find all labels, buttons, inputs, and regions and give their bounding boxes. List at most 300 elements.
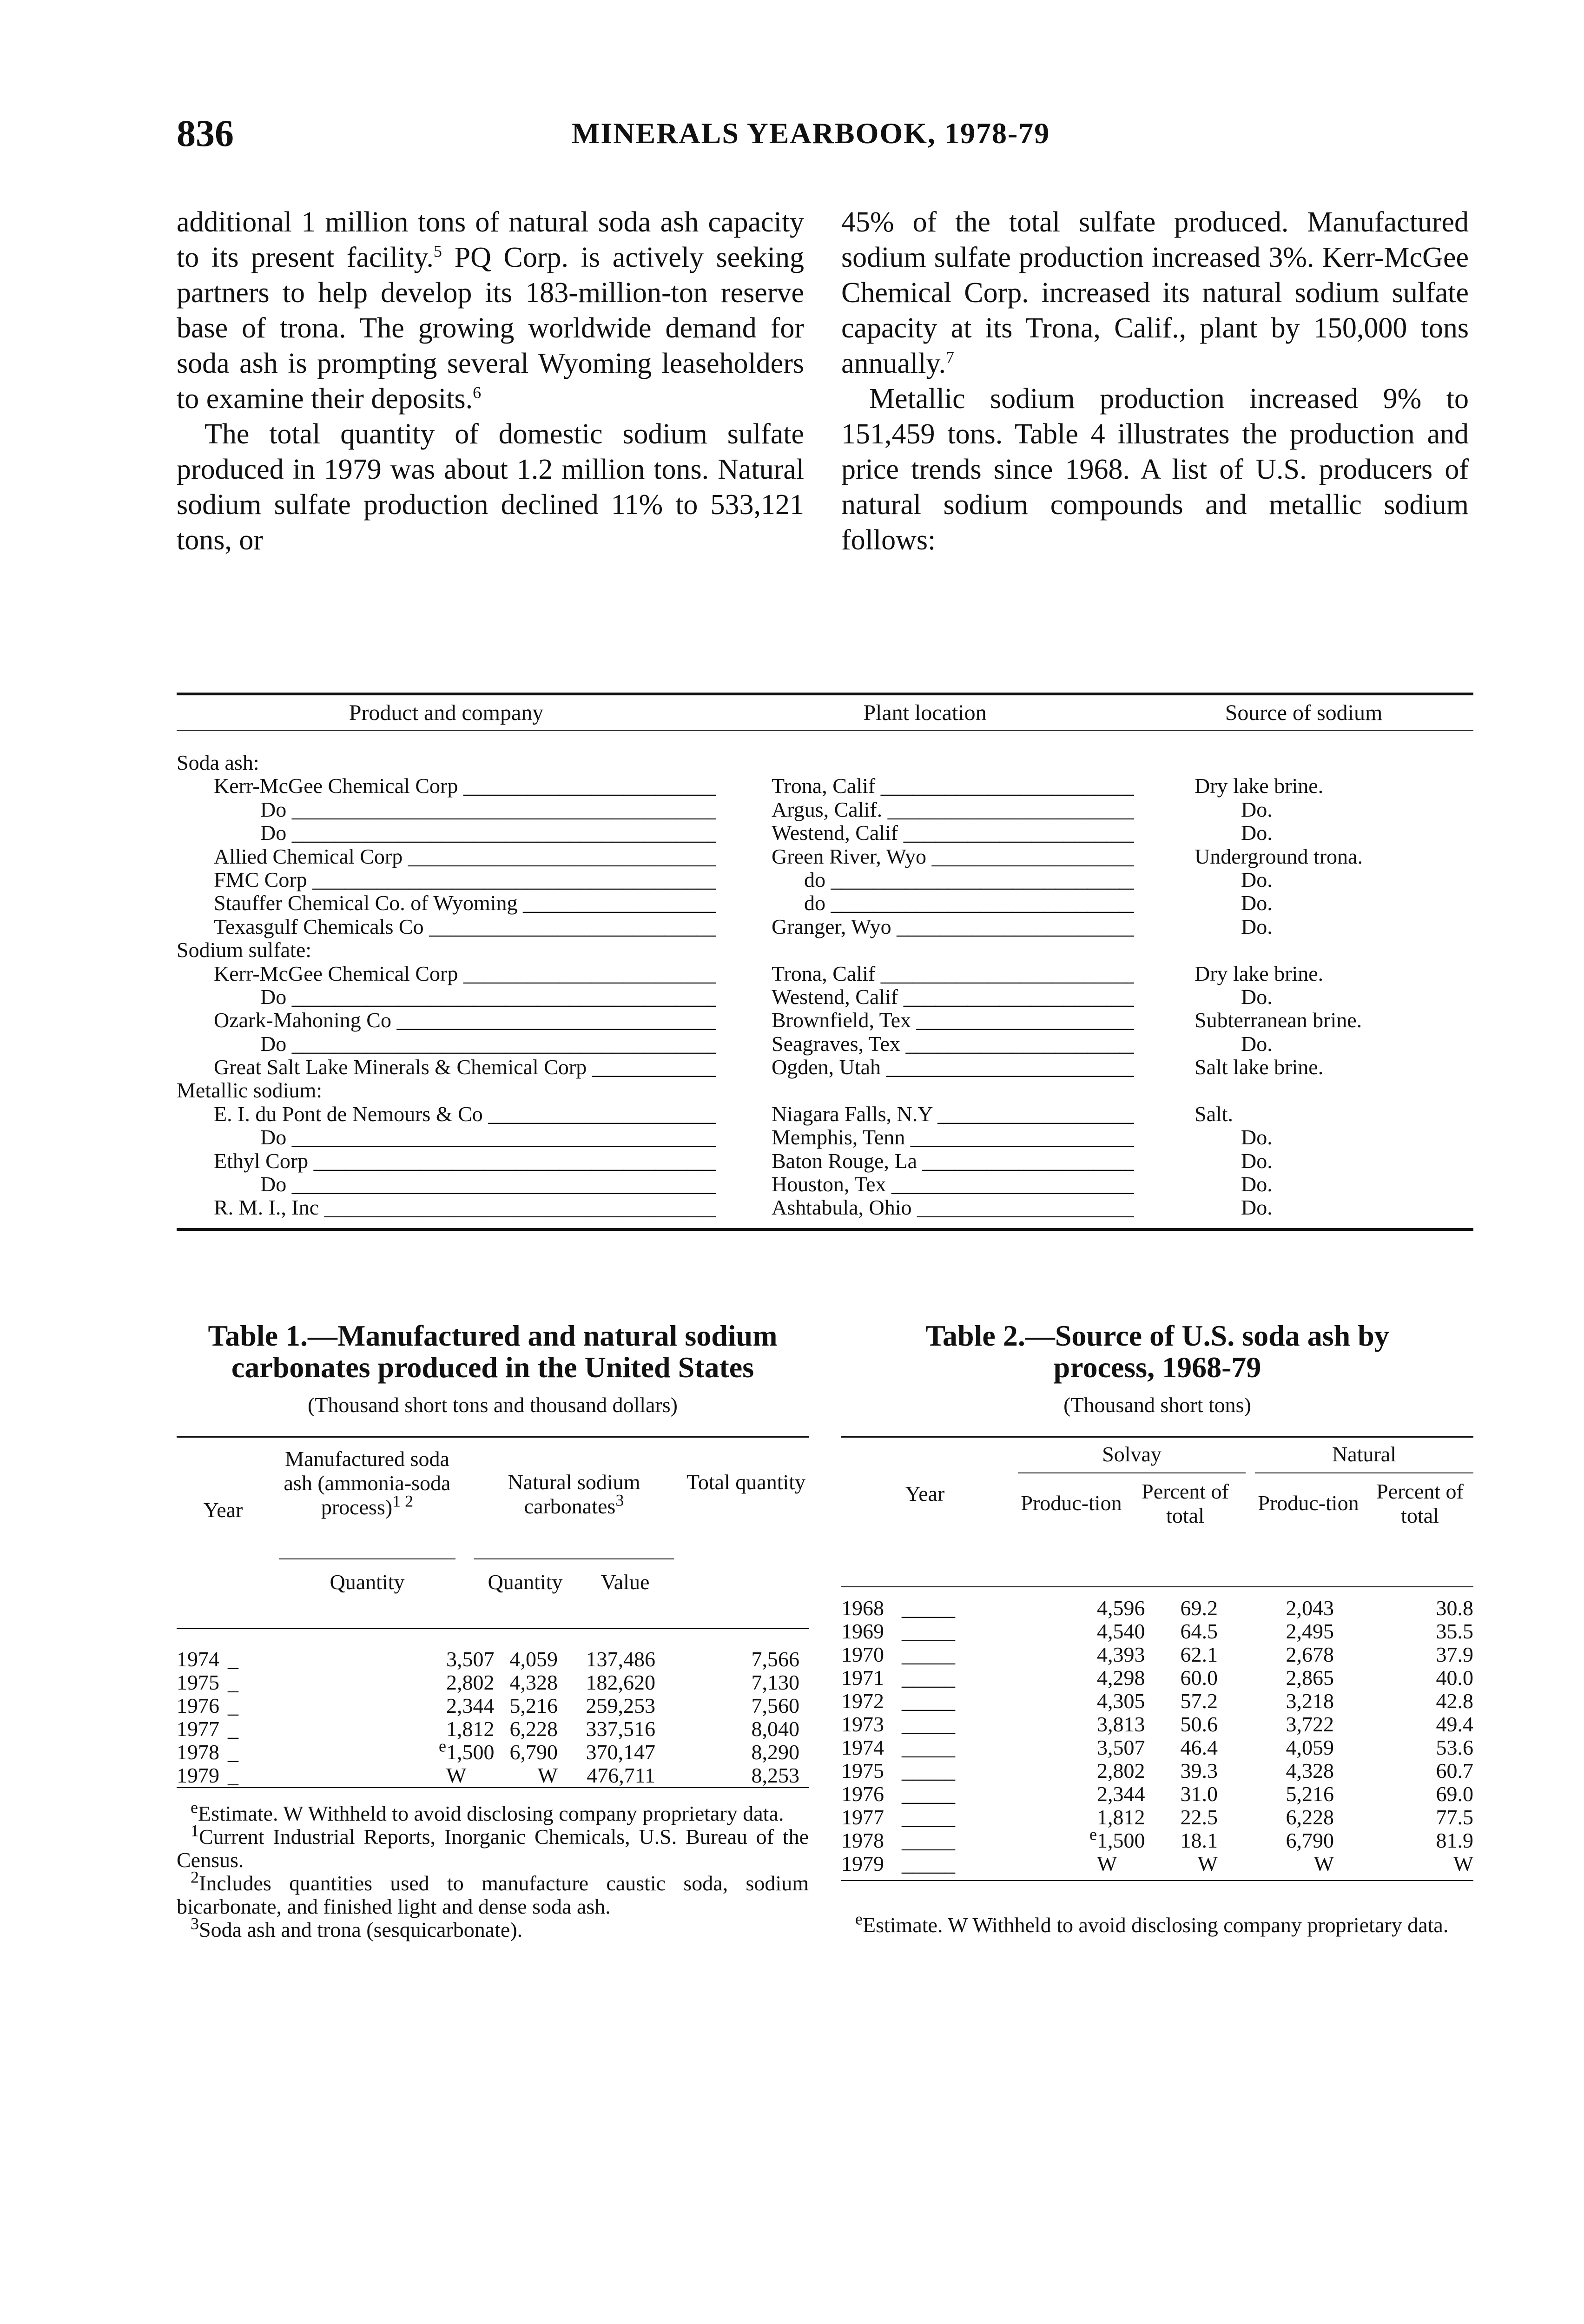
natural-production-cell: 2,043 bbox=[1286, 1596, 1334, 1620]
leader: _____ bbox=[902, 1736, 955, 1759]
producer-row bbox=[177, 1056, 1473, 1079]
location-cell bbox=[716, 845, 1134, 868]
producer-row bbox=[177, 868, 1473, 891]
company-name: Stauffer Chemical Co. of Wyoming _____ bbox=[214, 891, 716, 915]
col-manufactured: Manufactured soda ash (ammonia-soda process)$^{1 2}$ bbox=[284, 1447, 451, 1519]
source-of-sodium: Do. bbox=[1241, 867, 1273, 891]
company-name: Kerr-McGee Chemical Corp _____ bbox=[214, 774, 716, 798]
paragraph: 45% of the total sulfate produced. Manufactured sodium sulfate production increased 3%. Kerr-McGee Chemical Corp. increased its natural sodium sulfate capacity at its Trona, Calif., plant by 150,000 tons annually.$^7$ bbox=[841, 206, 1469, 379]
plant-location: do _____ bbox=[772, 891, 1134, 915]
plant-location: Ashtabula, Ohio _____ bbox=[772, 1196, 1134, 1219]
producer-row bbox=[177, 1009, 1473, 1032]
source-of-sodium: Do. bbox=[1241, 1125, 1273, 1149]
sub-value: Value bbox=[601, 1570, 650, 1594]
location-cell bbox=[716, 891, 1134, 915]
producers-table bbox=[177, 693, 1473, 1231]
col-percent: Percent of total bbox=[1376, 1479, 1464, 1527]
col-year: Year bbox=[203, 1498, 243, 1522]
company-cell bbox=[177, 774, 716, 798]
company-cell bbox=[177, 915, 716, 938]
natural-value-cell: 476,711 bbox=[587, 1763, 655, 1787]
producer-row bbox=[177, 891, 1473, 915]
footnote: $^e$Estimate. W Withheld to avoid disclosing company proprietary data. bbox=[191, 1798, 784, 1825]
source-cell bbox=[1134, 845, 1473, 868]
company-name: Metallic sodium: bbox=[177, 1079, 323, 1103]
solvay-production-value: 4,298 bbox=[1097, 1666, 1145, 1690]
plant-location: Ogden, Utah _____ bbox=[772, 1056, 1134, 1079]
producer-row bbox=[177, 1079, 1473, 1102]
estimate-mark: e bbox=[1089, 1825, 1097, 1844]
producer-row bbox=[177, 1032, 1473, 1056]
plant-location: Argus, Calif. _____ bbox=[772, 798, 1134, 821]
table-2-title: Table 2.—Source of U.S. soda ash by process, 1968-79 bbox=[925, 1319, 1389, 1384]
solvay-production-value: 1,500 bbox=[1097, 1829, 1145, 1852]
location-cell bbox=[716, 915, 1134, 938]
natural-production-cell: 2,678 bbox=[1286, 1643, 1334, 1666]
year-cell: 1975 bbox=[177, 1670, 219, 1694]
natural-value-cell: 182,620 bbox=[586, 1670, 655, 1694]
source-cell bbox=[1134, 1056, 1473, 1079]
col-production: Produc-tion bbox=[1258, 1491, 1359, 1515]
solvay-percent-cell: 18.1 bbox=[1180, 1829, 1218, 1852]
total-cell: 8,040 bbox=[751, 1717, 799, 1741]
company-name: Great Salt Lake Minerals & Chemical Corp _____ bbox=[214, 1056, 716, 1079]
source-of-sodium: Do. bbox=[1241, 914, 1273, 938]
manufactured-cell bbox=[439, 1736, 495, 1764]
source-of-sodium: Do. bbox=[1241, 797, 1273, 821]
location-cell bbox=[716, 798, 1134, 821]
solvay-percent-cell: 57.2 bbox=[1180, 1689, 1218, 1713]
natural-production-cell: 3,218 bbox=[1286, 1689, 1334, 1713]
leader: _____ bbox=[902, 1712, 955, 1736]
plant-location: Niagara Falls, N.Y _____ bbox=[772, 1103, 1134, 1126]
company-name: Do _____ bbox=[260, 821, 716, 845]
location-cell bbox=[716, 1149, 1134, 1173]
page-header bbox=[177, 112, 1473, 158]
year-cell: 1970 bbox=[841, 1643, 884, 1666]
company-cell bbox=[177, 1056, 716, 1079]
col-natural: Natural sodium carbonates$^3$ bbox=[508, 1470, 640, 1518]
location-cell bbox=[716, 1056, 1134, 1079]
company-name: Soda ash: bbox=[177, 751, 259, 774]
table-row bbox=[841, 1713, 1473, 1736]
company-cell bbox=[177, 1103, 716, 1126]
header-plant-location: Plant location bbox=[863, 700, 987, 725]
producers-table-body bbox=[177, 731, 1473, 1228]
solvay-percent-cell: W bbox=[1197, 1852, 1218, 1875]
year-cell: 1978 bbox=[177, 1740, 219, 1764]
producer-row bbox=[177, 821, 1473, 845]
natural-percent-cell: 53.6 bbox=[1436, 1736, 1473, 1759]
location-cell bbox=[716, 1196, 1134, 1219]
location-cell bbox=[716, 1009, 1134, 1032]
company-cell bbox=[177, 1079, 716, 1102]
natural-percent-cell: 69.0 bbox=[1436, 1782, 1473, 1806]
source-cell bbox=[1134, 1196, 1473, 1219]
table-1-subtitle: (Thousand short tons and thousand dollars) bbox=[308, 1393, 678, 1417]
company-name: Do _____ bbox=[260, 1173, 716, 1196]
sub-quantity: Quantity bbox=[330, 1570, 405, 1594]
location-cell bbox=[716, 751, 1134, 774]
leader: _ bbox=[228, 1694, 238, 1717]
natural-quantity-cell: W bbox=[537, 1763, 558, 1787]
year-cell: 1976 bbox=[841, 1782, 884, 1806]
natural-production-cell: 6,790 bbox=[1286, 1829, 1334, 1852]
table-1 bbox=[177, 1320, 809, 1941]
solvay-production-value: 4,596 bbox=[1097, 1596, 1145, 1620]
company-name: Do _____ bbox=[260, 985, 716, 1009]
table-2-body bbox=[841, 1586, 1473, 1881]
producer-row bbox=[177, 1173, 1473, 1196]
solvay-production-value: 2,344 bbox=[1097, 1782, 1145, 1806]
table-row bbox=[177, 1764, 809, 1787]
plant-location: Brownfield, Tex _____ bbox=[772, 1009, 1134, 1032]
source-of-sodium: Dry lake brine. bbox=[1195, 774, 1324, 798]
table-row bbox=[841, 1759, 1473, 1783]
company-name: E. I. du Pont de Nemours & Co _____ bbox=[214, 1103, 716, 1126]
solvay-production-value: 4,305 bbox=[1097, 1689, 1145, 1713]
location-cell bbox=[716, 1103, 1134, 1126]
solvay-percent-cell: 22.5 bbox=[1180, 1805, 1218, 1829]
natural-quantity-cell: 6,228 bbox=[509, 1717, 558, 1741]
natural-value-cell: 337,516 bbox=[586, 1717, 655, 1741]
body-column-right bbox=[841, 205, 1469, 558]
manufactured-value: 1,812 bbox=[446, 1717, 495, 1741]
source-cell bbox=[1134, 1103, 1473, 1126]
group-natural: Natural bbox=[1332, 1442, 1396, 1466]
solvay-percent-cell: 46.4 bbox=[1180, 1736, 1218, 1759]
footnote: $^2$Includes quantities used to manufacture caustic soda, sodium bicarbonate, and finished light and dense soda ash. bbox=[177, 1868, 809, 1918]
natural-percent-cell: 60.7 bbox=[1436, 1759, 1473, 1783]
natural-percent-cell: 35.5 bbox=[1436, 1619, 1473, 1643]
company-cell bbox=[177, 1009, 716, 1032]
natural-production-cell: 4,059 bbox=[1286, 1736, 1334, 1759]
source-cell bbox=[1134, 891, 1473, 915]
location-cell bbox=[716, 774, 1134, 798]
leader: _____ bbox=[902, 1759, 955, 1783]
natural-percent-cell: 30.8 bbox=[1436, 1596, 1473, 1620]
company-name: Allied Chemical Corp _____ bbox=[214, 845, 716, 868]
manufactured-value: 2,802 bbox=[446, 1670, 495, 1694]
leader: _ bbox=[228, 1647, 238, 1671]
leader: _ bbox=[228, 1763, 238, 1787]
natural-quantity-cell: 4,328 bbox=[509, 1670, 558, 1694]
plant-location: Seagraves, Tex _____ bbox=[772, 1032, 1134, 1056]
year-cell: 1979 bbox=[841, 1852, 884, 1875]
year-cell: 1976 bbox=[177, 1694, 219, 1717]
source-cell bbox=[1134, 1009, 1473, 1032]
running-title: MINERALS YEARBOOK, 1978-79 bbox=[572, 117, 1050, 150]
location-cell bbox=[716, 868, 1134, 891]
company-name: R. M. I., Inc _____ bbox=[214, 1196, 716, 1219]
producer-row bbox=[177, 1149, 1473, 1173]
natural-quantity-cell: 4,059 bbox=[509, 1647, 558, 1671]
plant-location: Memphis, Tenn _____ bbox=[772, 1126, 1134, 1149]
manufactured-value: W bbox=[446, 1763, 467, 1787]
paragraph: Metallic sodium production increased 9% to 151,459 tons. Table 4 illustrates the production and price trends since 1968. A list of U.S. producers of natural sodium compounds and metallic sodium follows: bbox=[841, 383, 1469, 556]
source-of-sodium: Do. bbox=[1241, 1172, 1273, 1196]
solvay-percent-cell: 31.0 bbox=[1180, 1782, 1218, 1806]
year-cell: 1977 bbox=[841, 1805, 884, 1829]
header-product-company: Product and company bbox=[349, 700, 544, 725]
natural-value-cell: 370,147 bbox=[586, 1740, 655, 1764]
year-cell: 1971 bbox=[841, 1666, 884, 1690]
solvay-production-value: 3,507 bbox=[1097, 1736, 1145, 1759]
plant-location: Green River, Wyo _____ bbox=[772, 845, 1134, 868]
source-of-sodium: Salt lake brine. bbox=[1195, 1055, 1324, 1079]
location-cell bbox=[716, 962, 1134, 985]
company-cell bbox=[177, 845, 716, 868]
location-cell bbox=[716, 1032, 1134, 1056]
company-cell bbox=[177, 751, 716, 774]
leader: _ bbox=[228, 1670, 238, 1694]
table-row bbox=[177, 1694, 809, 1717]
table-1-title: Table 1.—Manufactured and natural sodium carbonates produced in the United States bbox=[208, 1319, 778, 1384]
table-2-footnotes bbox=[841, 1909, 1473, 1937]
leader: _ bbox=[228, 1717, 238, 1741]
plant-location: Granger, Wyo _____ bbox=[772, 915, 1134, 938]
company-cell bbox=[177, 1032, 716, 1056]
producer-row bbox=[177, 915, 1473, 938]
company-cell bbox=[177, 891, 716, 915]
natural-quantity-cell: 6,790 bbox=[509, 1740, 558, 1764]
natural-production-cell: 5,216 bbox=[1286, 1782, 1334, 1806]
footnote: $^e$Estimate. W Withheld to avoid disclosing company proprietary data. bbox=[855, 1909, 1449, 1937]
producer-row bbox=[177, 751, 1473, 774]
location-cell bbox=[716, 938, 1134, 962]
table-row bbox=[841, 1825, 1473, 1852]
source-of-sodium: Do. bbox=[1241, 1031, 1273, 1056]
natural-production-cell: W bbox=[1313, 1852, 1334, 1875]
source-cell bbox=[1134, 915, 1473, 938]
company-cell bbox=[177, 1149, 716, 1173]
solvay-production-value: 2,802 bbox=[1097, 1759, 1145, 1783]
page-number: 836 bbox=[177, 112, 234, 154]
natural-percent-cell: 37.9 bbox=[1436, 1643, 1473, 1666]
col-production: Produc-tion bbox=[1021, 1491, 1122, 1515]
solvay-percent-cell: 39.3 bbox=[1180, 1759, 1218, 1783]
source-cell bbox=[1134, 798, 1473, 821]
table-row bbox=[177, 1717, 809, 1741]
table-row bbox=[177, 1671, 809, 1694]
table-row bbox=[841, 1806, 1473, 1829]
source-of-sodium: Do. bbox=[1241, 821, 1273, 845]
location-cell bbox=[716, 821, 1134, 845]
estimate-mark: e bbox=[439, 1736, 446, 1756]
manufactured-value: 2,344 bbox=[446, 1694, 495, 1717]
plant-location: Trona, Calif _____ bbox=[772, 962, 1134, 985]
producer-row bbox=[177, 1196, 1473, 1219]
company-name: Sodium sulfate: bbox=[177, 938, 312, 962]
company-name: Kerr-McGee Chemical Corp _____ bbox=[214, 962, 716, 985]
source-of-sodium: Do. bbox=[1241, 1195, 1273, 1220]
natural-value-cell: 259,253 bbox=[586, 1694, 655, 1717]
table-row bbox=[841, 1852, 1473, 1875]
group-solvay: Solvay bbox=[1102, 1442, 1162, 1466]
natural-value-cell: 137,486 bbox=[586, 1647, 655, 1671]
natural-percent-cell: W bbox=[1453, 1852, 1473, 1875]
col-percent: Percent of total bbox=[1142, 1479, 1229, 1527]
solvay-production-value: 4,540 bbox=[1097, 1619, 1145, 1643]
source-of-sodium: Do. bbox=[1241, 1149, 1273, 1173]
company-name: Texasgulf Chemicals Co _____ bbox=[214, 915, 716, 938]
source-cell bbox=[1134, 774, 1473, 798]
year-cell: 1978 bbox=[841, 1829, 884, 1852]
solvay-percent-cell: 50.6 bbox=[1180, 1712, 1218, 1736]
leader: _____ bbox=[902, 1782, 955, 1806]
company-name: Do _____ bbox=[260, 1032, 716, 1056]
table-row bbox=[177, 1648, 809, 1671]
paragraph: additional 1 million tons of natural soda ash capacity to its present facility.$^5$ PQ Corp. is actively seeking partners to help develop its 183-million-ton reserve base of trona. The growing worldwide demand for soda ash is prompting several Wyoming leaseholders to examine their deposits.$^6$ bbox=[177, 206, 805, 415]
solvay-production-value: 1,812 bbox=[1097, 1805, 1145, 1829]
source-cell bbox=[1134, 1149, 1473, 1173]
leader: _____ bbox=[902, 1643, 955, 1666]
year-cell: 1968 bbox=[841, 1596, 884, 1620]
year-cell: 1973 bbox=[841, 1712, 884, 1736]
table-row bbox=[841, 1597, 1473, 1620]
producer-row bbox=[177, 1126, 1473, 1149]
natural-production-cell: 3,722 bbox=[1286, 1712, 1334, 1736]
source-of-sodium: Subterranean brine. bbox=[1195, 1008, 1362, 1032]
producer-row bbox=[177, 774, 1473, 798]
natural-percent-cell: 77.5 bbox=[1436, 1805, 1473, 1829]
natural-production-cell: 4,328 bbox=[1286, 1759, 1334, 1783]
producers-table-header bbox=[177, 695, 1473, 730]
solvay-percent-cell: 64.5 bbox=[1180, 1619, 1218, 1643]
total-cell: 8,253 bbox=[751, 1763, 799, 1787]
footnote: $^3$Soda ash and trona (sesquicarbonate). bbox=[191, 1914, 523, 1941]
source-cell bbox=[1134, 1126, 1473, 1149]
company-cell bbox=[177, 962, 716, 985]
company-cell bbox=[177, 821, 716, 845]
table-2-header bbox=[841, 1436, 1473, 1586]
location-cell bbox=[716, 985, 1134, 1009]
solvay-percent-cell: 62.1 bbox=[1180, 1643, 1218, 1666]
source-cell bbox=[1134, 985, 1473, 1009]
year-cell: 1977 bbox=[177, 1717, 219, 1741]
table-row bbox=[841, 1690, 1473, 1713]
table-1-body bbox=[177, 1628, 809, 1788]
source-cell bbox=[1134, 962, 1473, 985]
natural-percent-cell: 49.4 bbox=[1436, 1712, 1473, 1736]
solvay-production-value: 4,393 bbox=[1097, 1643, 1145, 1666]
year-cell: 1979 bbox=[177, 1763, 219, 1787]
solvay-percent-cell: 60.0 bbox=[1180, 1666, 1218, 1690]
source-cell bbox=[1134, 868, 1473, 891]
natural-quantity-cell: 5,216 bbox=[509, 1694, 558, 1717]
col-total: Total quantity bbox=[686, 1470, 806, 1494]
table-2-subtitle: (Thousand short tons) bbox=[1063, 1393, 1251, 1417]
source-cell bbox=[1134, 1173, 1473, 1196]
year-cell: 1974 bbox=[177, 1647, 219, 1671]
company-cell bbox=[177, 1196, 716, 1219]
sub-quantity: Quantity bbox=[488, 1570, 563, 1594]
year-cell: 1972 bbox=[841, 1689, 884, 1713]
location-cell bbox=[716, 1079, 1134, 1102]
natural-percent-cell: 40.0 bbox=[1436, 1666, 1473, 1690]
source-cell bbox=[1134, 821, 1473, 845]
producer-row bbox=[177, 1103, 1473, 1126]
source-of-sodium: Do. bbox=[1241, 891, 1273, 915]
source-cell bbox=[1134, 1032, 1473, 1056]
location-cell bbox=[716, 1173, 1134, 1196]
leader: _ bbox=[228, 1740, 238, 1764]
producer-row bbox=[177, 798, 1473, 821]
company-cell bbox=[177, 985, 716, 1009]
company-cell bbox=[177, 798, 716, 821]
total-cell: 7,560 bbox=[751, 1694, 799, 1717]
plant-location: Baton Rouge, La _____ bbox=[772, 1149, 1134, 1173]
leader: _____ bbox=[902, 1805, 955, 1829]
company-name: FMC Corp _____ bbox=[214, 868, 716, 891]
table-row bbox=[841, 1643, 1473, 1666]
table-row bbox=[841, 1620, 1473, 1643]
footnote: $^1$Current Industrial Reports, Inorganic Chemicals, U.S. Bureau of the Census. bbox=[177, 1821, 809, 1872]
producer-row bbox=[177, 845, 1473, 868]
table-1-header bbox=[177, 1436, 809, 1628]
natural-production-cell: 2,495 bbox=[1286, 1619, 1334, 1643]
body-column-left bbox=[177, 205, 804, 558]
company-cell bbox=[177, 868, 716, 891]
leader: _____ bbox=[902, 1852, 955, 1875]
company-cell bbox=[177, 938, 716, 962]
company-name: Ethyl Corp _____ bbox=[214, 1149, 716, 1173]
producer-row bbox=[177, 985, 1473, 1009]
leader: _____ bbox=[902, 1619, 955, 1643]
total-cell: 7,130 bbox=[751, 1670, 799, 1694]
producer-row bbox=[177, 938, 1473, 962]
table-row bbox=[841, 1783, 1473, 1806]
plant-location: Westend, Calif _____ bbox=[772, 821, 1134, 845]
source-cell bbox=[1134, 1079, 1473, 1102]
producer-row bbox=[177, 962, 1473, 985]
company-cell bbox=[177, 1173, 716, 1196]
table-row bbox=[177, 1736, 809, 1764]
leader: _____ bbox=[902, 1596, 955, 1620]
company-name: Ozark-Mahoning Co _____ bbox=[214, 1009, 716, 1032]
company-cell bbox=[177, 1126, 716, 1149]
table-2 bbox=[841, 1320, 1473, 1937]
total-cell: 8,290 bbox=[751, 1740, 799, 1764]
plant-location: Westend, Calif _____ bbox=[772, 985, 1134, 1009]
year-cell: 1975 bbox=[841, 1759, 884, 1783]
natural-production-cell: 6,228 bbox=[1286, 1805, 1334, 1829]
total-cell: 7,566 bbox=[751, 1647, 799, 1671]
source-of-sodium: Underground trona. bbox=[1195, 844, 1363, 868]
solvay-production-value: 3,813 bbox=[1097, 1712, 1145, 1736]
source-cell bbox=[1134, 751, 1473, 774]
company-name: Do _____ bbox=[260, 1126, 716, 1149]
header-source-of-sodium: Source of sodium bbox=[1225, 700, 1383, 725]
solvay-production-cell bbox=[1089, 1825, 1145, 1852]
table-row bbox=[841, 1666, 1473, 1690]
source-cell bbox=[1134, 938, 1473, 962]
natural-production-cell: 2,865 bbox=[1286, 1666, 1334, 1690]
col-year: Year bbox=[905, 1482, 945, 1505]
plant-location: Houston, Tex _____ bbox=[772, 1173, 1134, 1196]
leader: _____ bbox=[902, 1666, 955, 1690]
plant-location: do _____ bbox=[772, 868, 1134, 891]
source-of-sodium: Salt. bbox=[1195, 1102, 1234, 1126]
leader: _____ bbox=[902, 1689, 955, 1713]
company-name: Do _____ bbox=[260, 798, 716, 821]
natural-percent-cell: 81.9 bbox=[1436, 1829, 1473, 1852]
solvay-production-value: W bbox=[1097, 1852, 1117, 1875]
source-of-sodium: Dry lake brine. bbox=[1195, 961, 1324, 985]
source-of-sodium: Do. bbox=[1241, 984, 1273, 1009]
solvay-percent-cell: 69.2 bbox=[1180, 1596, 1218, 1620]
manufactured-value: 3,507 bbox=[446, 1647, 495, 1671]
